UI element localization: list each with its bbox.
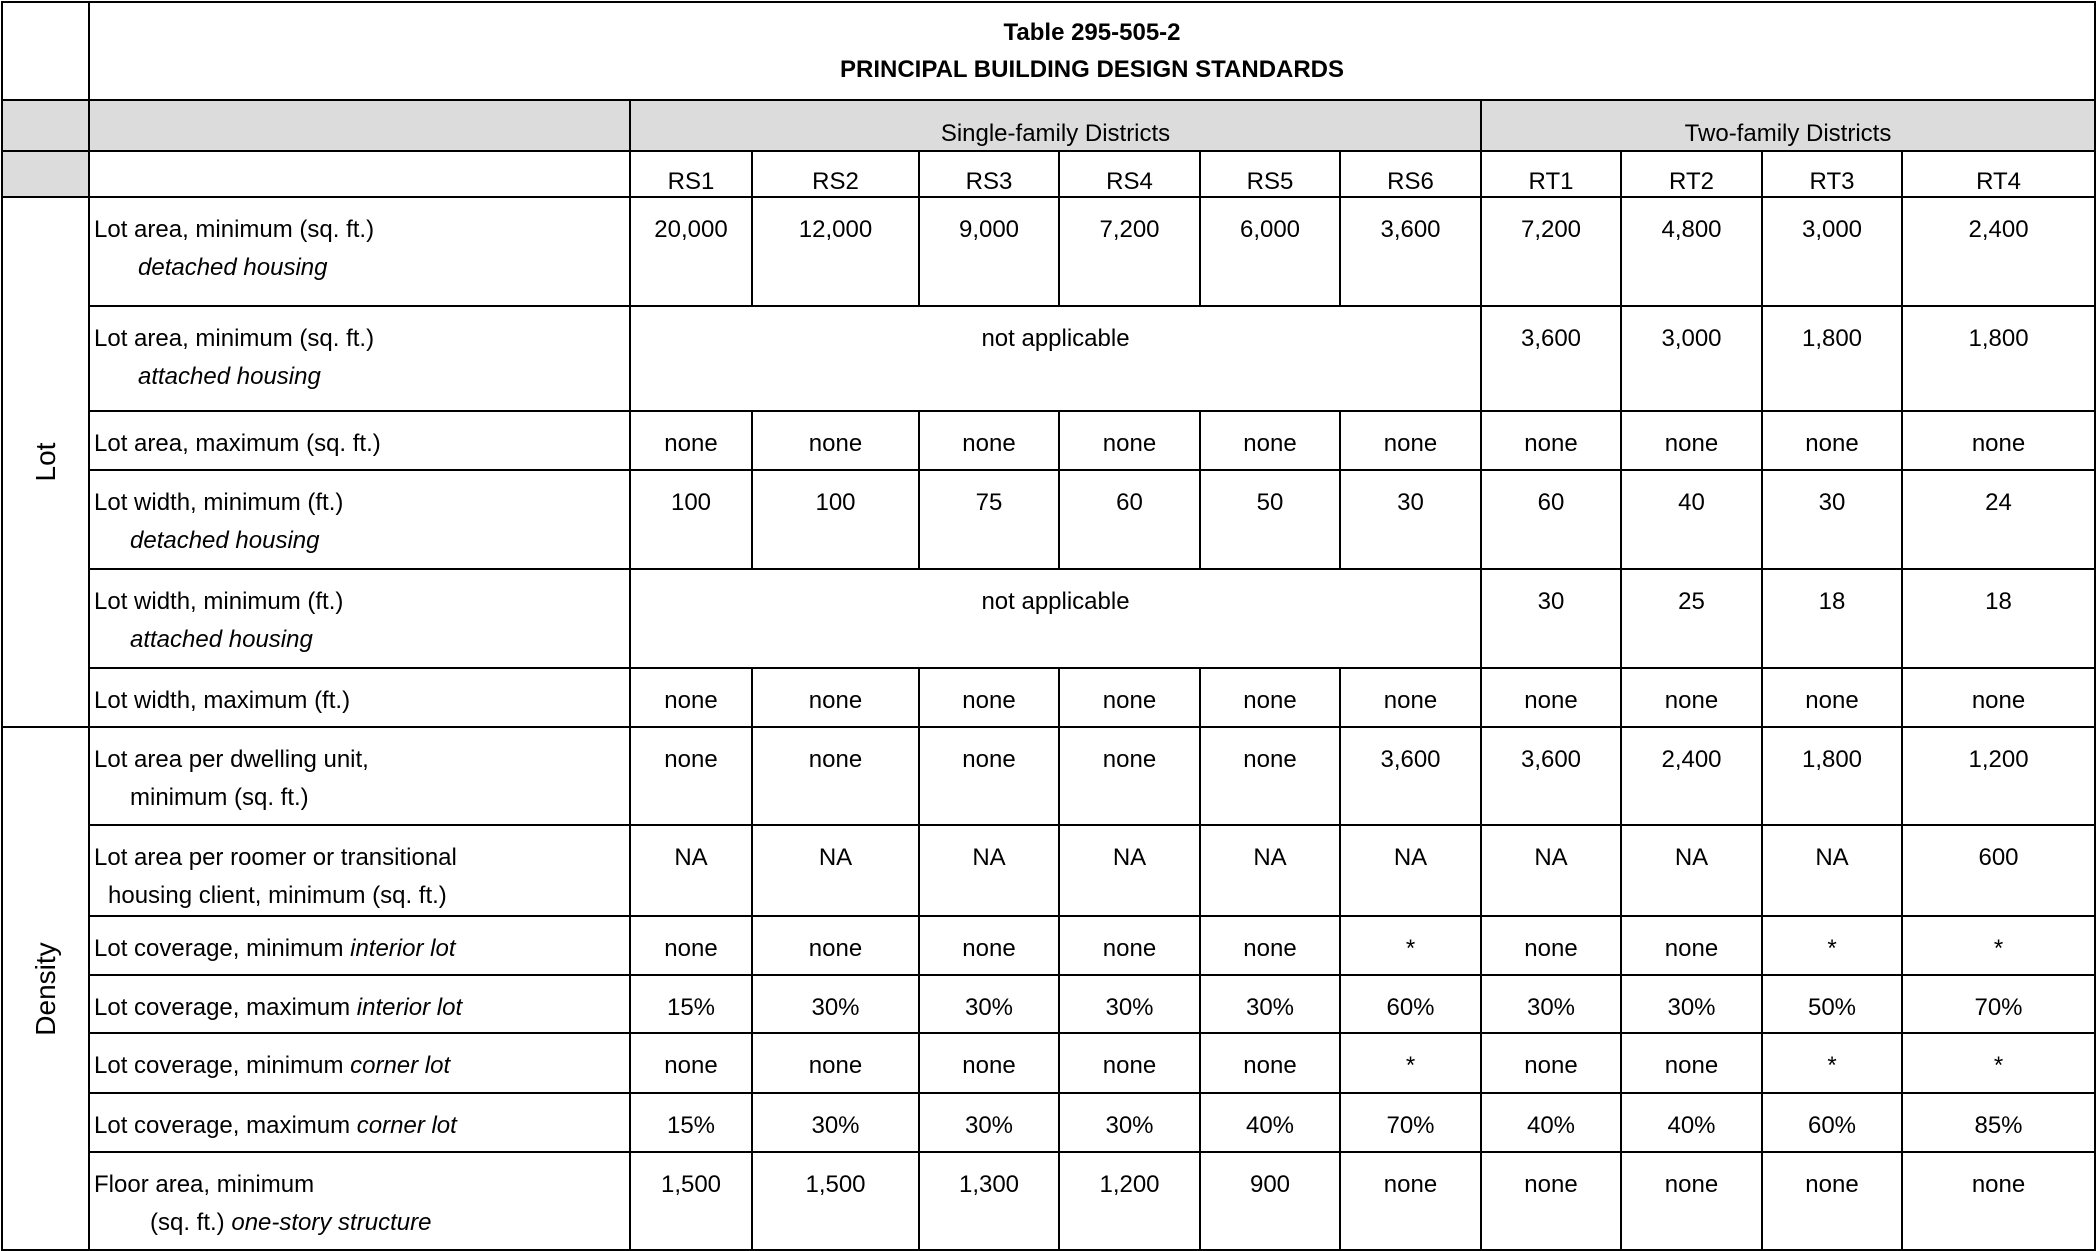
district-header: RS6 (1340, 151, 1481, 197)
value-cell: none (752, 1033, 919, 1093)
value-cell: none (919, 668, 1059, 727)
table-title (89, 2, 2095, 100)
value-cell: 50% (1762, 975, 1902, 1033)
value-cell: 30 (1481, 569, 1621, 668)
district-header: RT3 (1762, 151, 1902, 197)
value-cell: 3,000 (1621, 306, 1762, 411)
value-cell: none (1762, 668, 1902, 727)
value-cell: 60% (1762, 1093, 1902, 1152)
value-cell: none (1481, 1152, 1621, 1250)
value-cell: 70% (1340, 1093, 1481, 1152)
value-cell: 3,600 (1481, 306, 1621, 411)
header-blank-3 (2, 151, 89, 197)
design-standards-table (1, 1, 2096, 1251)
table-title-name: PRINCIPAL BUILDING DESIGN STANDARDS (840, 56, 1345, 83)
value-cell: none (1481, 668, 1621, 727)
value-cell: 4,800 (1621, 197, 1762, 306)
district-header: RS4 (1059, 151, 1200, 197)
not-applicable-cell: not applicable (630, 306, 1481, 411)
value-cell: 1,300 (919, 1152, 1059, 1250)
value-cell: none (752, 668, 919, 727)
row-label: Lot width, maximum (ft.) (89, 668, 630, 727)
value-cell: NA (630, 825, 752, 916)
value-cell: none (919, 1033, 1059, 1093)
value-cell: none (1200, 916, 1340, 975)
value-cell: * (1762, 916, 1902, 975)
value-cell: none (1059, 411, 1200, 470)
value-cell: none (1200, 411, 1340, 470)
value-cell: 2,400 (1621, 727, 1762, 825)
value-cell: 100 (630, 470, 752, 569)
district-header: RS2 (752, 151, 919, 197)
value-cell: NA (752, 825, 919, 916)
section-density (2, 727, 89, 1250)
value-cell: none (1481, 916, 1621, 975)
value-cell: none (1481, 1033, 1621, 1093)
corner-cell (2, 2, 89, 100)
value-cell: 30% (1621, 975, 1762, 1033)
value-cell: NA (1340, 825, 1481, 916)
value-cell: none (630, 1033, 752, 1093)
row-label: Lot width, minimum (ft.) detached housing (89, 470, 630, 569)
value-cell: 1,800 (1762, 727, 1902, 825)
not-applicable-cell: not applicable (630, 569, 1481, 668)
value-cell: none (1200, 668, 1340, 727)
value-cell: none (630, 411, 752, 470)
value-cell: none (1902, 668, 2095, 727)
value-cell: 12,000 (752, 197, 919, 306)
row-label: Lot coverage, minimum corner lot (89, 1033, 630, 1093)
value-cell: none (630, 727, 752, 825)
value-cell: NA (1200, 825, 1340, 916)
value-cell: none (919, 727, 1059, 825)
header-blank-2 (89, 100, 630, 151)
value-cell: 30% (919, 1093, 1059, 1152)
section-lot (2, 197, 89, 727)
value-cell: none (1621, 916, 1762, 975)
row-label: Lot coverage, maximum interior lot (89, 975, 630, 1033)
value-cell: 15% (630, 1093, 752, 1152)
value-cell: 1,800 (1762, 306, 1902, 411)
value-cell: 15% (630, 975, 752, 1033)
value-cell: none (1621, 1152, 1762, 1250)
value-cell: NA (1059, 825, 1200, 916)
district-header: RS5 (1200, 151, 1340, 197)
value-cell: 24 (1902, 470, 2095, 569)
value-cell: 30% (1200, 975, 1340, 1033)
header-blank-1 (2, 100, 89, 151)
value-cell: 30% (752, 975, 919, 1033)
value-cell: 30 (1762, 470, 1902, 569)
value-cell: 1,200 (1059, 1152, 1200, 1250)
value-cell: none (1621, 411, 1762, 470)
value-cell: NA (1621, 825, 1762, 916)
value-cell: none (630, 668, 752, 727)
section-density-label: Density (29, 941, 61, 1036)
value-cell: NA (1481, 825, 1621, 916)
table-title-number: Table 295-505-2 (1003, 19, 1181, 46)
value-cell: none (919, 411, 1059, 470)
value-cell: none (630, 916, 752, 975)
row-label: Lot area per roomer or transitional housing client, minimum (sq. ft.) (89, 825, 630, 916)
row-label: Lot coverage, maximum corner lot (89, 1093, 630, 1152)
value-cell: 60% (1340, 975, 1481, 1033)
value-cell: 1,500 (630, 1152, 752, 1250)
value-cell: none (1200, 1033, 1340, 1093)
value-cell: 7,200 (1481, 197, 1621, 306)
district-header: RT4 (1902, 151, 2095, 197)
row-label: Lot coverage, minimum interior lot (89, 916, 630, 975)
value-cell: none (1059, 727, 1200, 825)
value-cell: none (1902, 411, 2095, 470)
header-blank-4 (89, 151, 630, 197)
value-cell: NA (1762, 825, 1902, 916)
value-cell: 7,200 (1059, 197, 1200, 306)
value-cell: 6,000 (1200, 197, 1340, 306)
value-cell: 3,600 (1481, 727, 1621, 825)
value-cell: 50 (1200, 470, 1340, 569)
value-cell: none (1059, 1033, 1200, 1093)
value-cell: NA (919, 825, 1059, 916)
value-cell: 3,000 (1762, 197, 1902, 306)
value-cell: none (1762, 1152, 1902, 1250)
district-header: RT1 (1481, 151, 1621, 197)
value-cell: 2,400 (1902, 197, 2095, 306)
row-label: Floor area, minimum (sq. ft.) one-story structure (89, 1152, 630, 1250)
value-cell: 40% (1200, 1093, 1340, 1152)
value-cell: 18 (1762, 569, 1902, 668)
value-cell: 3,600 (1340, 727, 1481, 825)
value-cell: 70% (1902, 975, 2095, 1033)
row-label: Lot area, minimum (sq. ft.) attached housing (89, 306, 630, 411)
single-family-header: Single-family Districts (630, 100, 1481, 151)
value-cell: 30% (1059, 1093, 1200, 1152)
value-cell: none (1902, 1152, 2095, 1250)
value-cell: * (1762, 1033, 1902, 1093)
row-label: Lot area, maximum (sq. ft.) (89, 411, 630, 470)
value-cell: none (1621, 1033, 1762, 1093)
row-label: Lot area, minimum (sq. ft.) detached housing (89, 197, 630, 306)
two-family-header: Two-family Districts (1481, 100, 2095, 151)
value-cell: 9,000 (919, 197, 1059, 306)
value-cell: 40 (1621, 470, 1762, 569)
value-cell: 30 (1340, 470, 1481, 569)
value-cell: 900 (1200, 1152, 1340, 1250)
value-cell: none (1762, 411, 1902, 470)
value-cell: none (919, 916, 1059, 975)
value-cell: 25 (1621, 569, 1762, 668)
value-cell: none (1059, 916, 1200, 975)
value-cell: 30% (1059, 975, 1200, 1033)
district-header: RS3 (919, 151, 1059, 197)
value-cell: 60 (1059, 470, 1200, 569)
section-lot-label: Lot (29, 442, 61, 482)
value-cell: 20,000 (630, 197, 752, 306)
value-cell: none (1340, 668, 1481, 727)
value-cell: 30% (919, 975, 1059, 1033)
value-cell: 3,600 (1340, 197, 1481, 306)
value-cell: * (1340, 1033, 1481, 1093)
value-cell: none (752, 916, 919, 975)
district-header: RT2 (1621, 151, 1762, 197)
value-cell: 30% (1481, 975, 1621, 1033)
value-cell: 600 (1902, 825, 2095, 916)
row-label: Lot width, minimum (ft.) attached housing (89, 569, 630, 668)
value-cell: 75 (919, 470, 1059, 569)
value-cell: none (1340, 411, 1481, 470)
value-cell: 1,500 (752, 1152, 919, 1250)
value-cell: none (1200, 727, 1340, 825)
value-cell: * (1340, 916, 1481, 975)
value-cell: none (1481, 411, 1621, 470)
value-cell: none (752, 727, 919, 825)
district-header: RS1 (630, 151, 752, 197)
value-cell: 85% (1902, 1093, 2095, 1152)
value-cell: 1,200 (1902, 727, 2095, 825)
value-cell: 60 (1481, 470, 1621, 569)
value-cell: none (752, 411, 919, 470)
value-cell: 100 (752, 470, 919, 569)
value-cell: * (1902, 916, 2095, 975)
value-cell: 40% (1481, 1093, 1621, 1152)
value-cell: none (1340, 1152, 1481, 1250)
value-cell: 1,800 (1902, 306, 2095, 411)
value-cell: 30% (752, 1093, 919, 1152)
value-cell: none (1621, 668, 1762, 727)
row-label: Lot area per dwelling unit, minimum (sq. ft.) (89, 727, 630, 825)
value-cell: 40% (1621, 1093, 1762, 1152)
value-cell: none (1059, 668, 1200, 727)
value-cell: 18 (1902, 569, 2095, 668)
value-cell: * (1902, 1033, 2095, 1093)
